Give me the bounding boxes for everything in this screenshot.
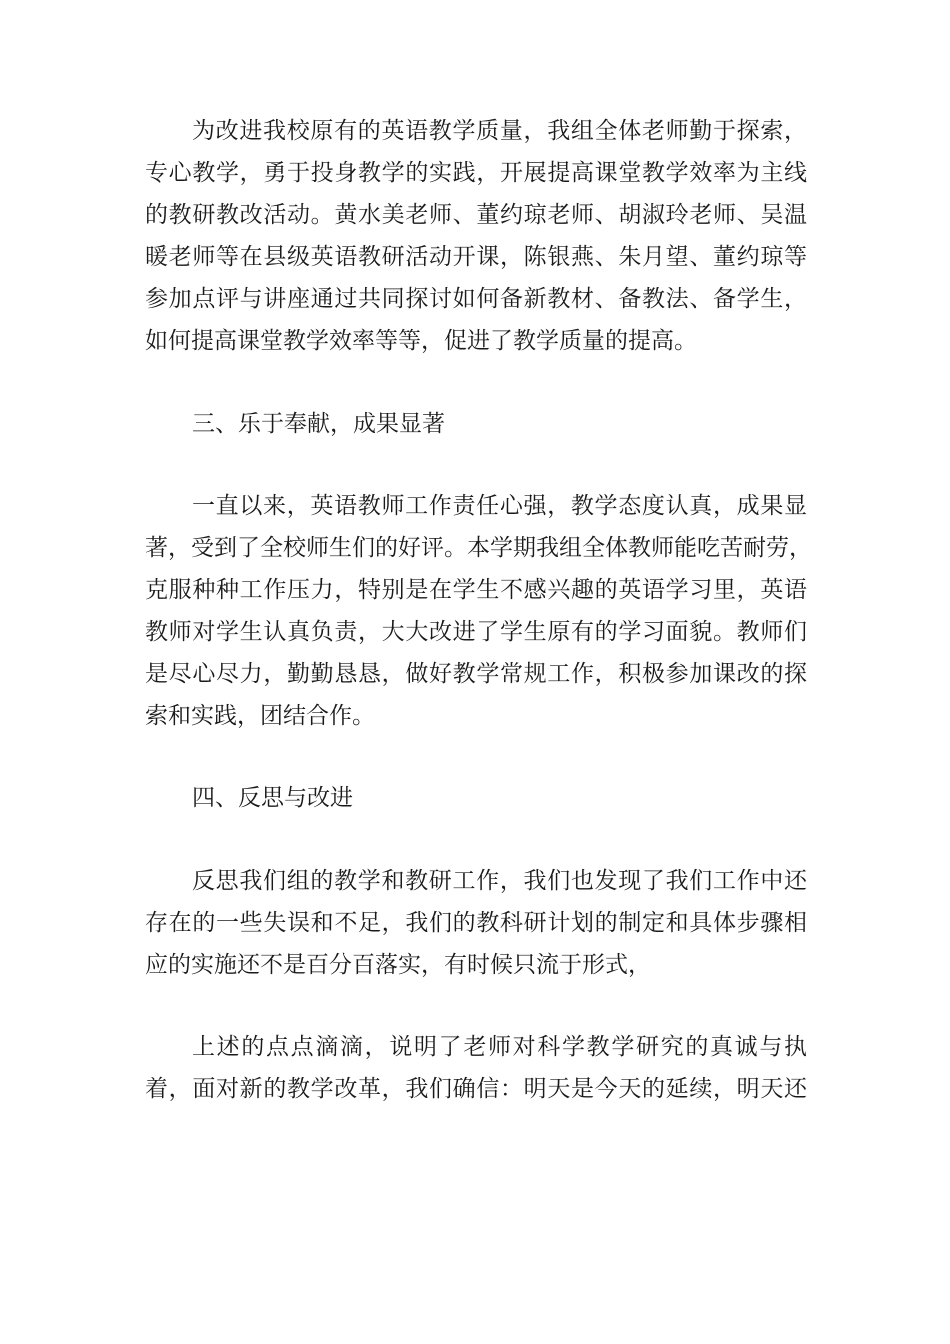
paragraph-line: 一直以来，英语教师工作责任心强，教学态度认真，成果显: [192, 493, 807, 519]
paragraph-line: 应的实施还不是百分百落实，有时候只流于形式，: [145, 952, 651, 978]
paragraph-line: 着，面对新的教学改革，我们确信：明天是今天的延续，明天还: [145, 1076, 807, 1102]
paragraph-line: 上述的点点滴滴，说明了老师对科学教学研究的真诚与执: [192, 1034, 807, 1060]
section-heading-reflection: 四、反思与改进: [192, 785, 353, 811]
paragraph-line: 参加点评与讲座通过共同探讨如何备新教材、备教法、备学生，: [145, 286, 807, 312]
paragraph-line: 是尽心尽力，勤勤恳恳，做好教学常规工作，积极参加课改的探: [145, 661, 807, 687]
paragraph-line: 的教研教改活动。黄水美老师、董约琼老师、胡淑玲老师、吴温: [145, 202, 807, 228]
paragraph-line: 如何提高课堂教学效率等等，促进了教学质量的提高。: [145, 328, 697, 354]
paragraph-line: 克服种种工作压力，特别是在学生不感兴趣的英语学习里，英语: [145, 577, 807, 603]
paragraph-line: 存在的一些失误和不足，我们的教科研计划的制定和具体步骤相: [145, 910, 807, 936]
paragraph-line: 索和实践，团结合作。: [145, 703, 375, 729]
paragraph-line: 为改进我校原有的英语教学质量，我组全体老师勤于探索，: [192, 118, 807, 144]
paragraph-line: 暖老师等在县级英语教研活动开课，陈银燕、朱月望、董约琼等: [145, 244, 807, 270]
section-heading-dedication: 三、乐于奉献，成果显著: [192, 411, 445, 437]
paragraph-line: 教师对学生认真负责，大大改进了学生原有的学习面貌。教师们: [145, 619, 807, 645]
paragraph-line: 著，受到了全校师生们的好评。本学期我组全体教师能吃苦耐劳，: [145, 535, 812, 561]
paragraph-line: 反思我们组的教学和教研工作，我们也发现了我们工作中还: [192, 868, 807, 894]
paragraph-line: 专心教学，勇于投身教学的实践，开展提高课堂教学效率为主线: [145, 160, 807, 186]
